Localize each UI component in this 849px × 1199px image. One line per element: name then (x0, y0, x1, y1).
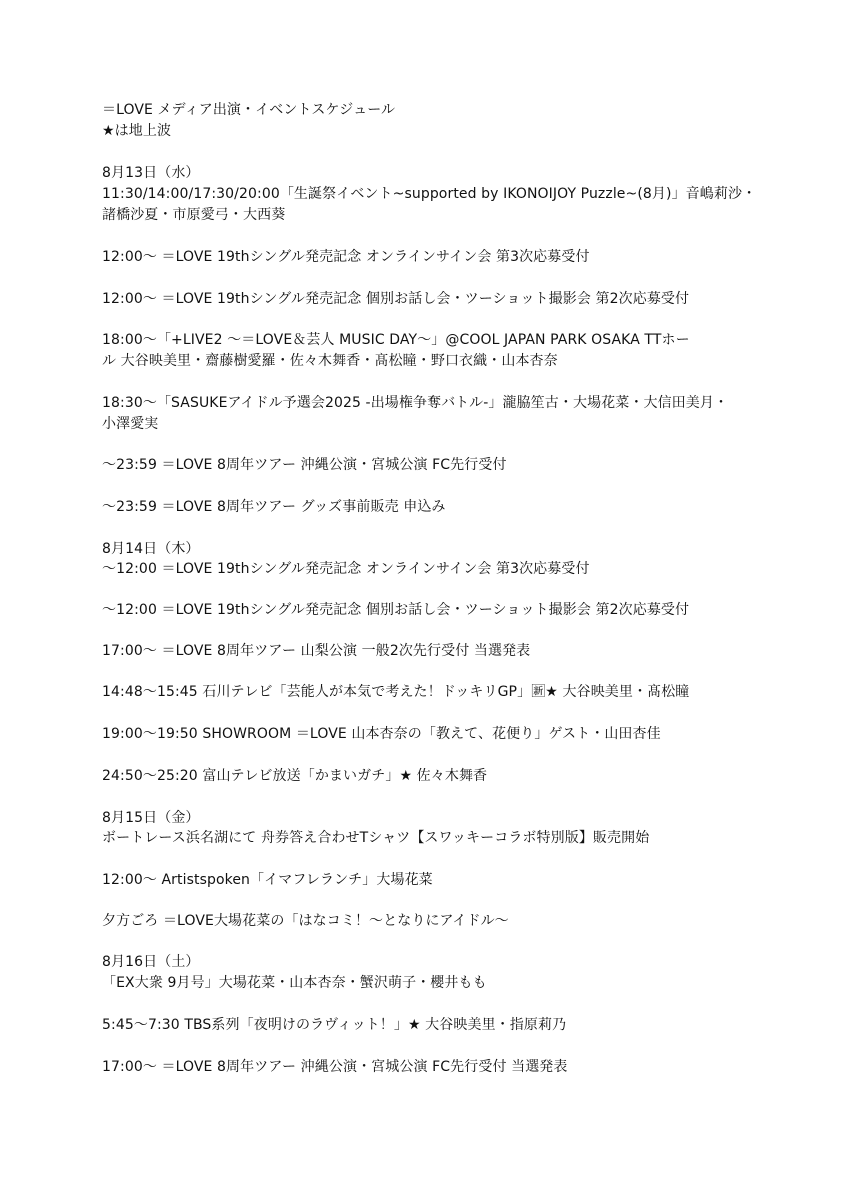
schedule-line: 12:00～ ＝LOVE 19thシングル発売記念 オンラインサイン会 第3次応募受付 (102, 249, 590, 265)
schedule-line: ～12:00 ＝LOVE 19thシングル発売記念 オンラインサイン会 第3次応募受付 (102, 561, 590, 577)
schedule-line-cont: ル 大谷映美里・齋藤樹愛羅・佐々木舞香・髙松瞳・野口衣織・山本杏奈 (102, 353, 558, 369)
schedule-line: ～23:59 ＝LOVE 8周年ツアー グッズ事前販売 申込み (102, 499, 446, 515)
date-heading: 8月16日（土） (102, 954, 200, 970)
schedule-line: 「EX大衆 9月号」大場花菜・山本杏奈・蟹沢萌子・櫻井もも (102, 975, 487, 991)
schedule-line: 19:00～19:50 SHOWROOM ＝LOVE 山本杏奈の「教えて、花便り」ゲスト・山田杏佳 (102, 726, 661, 742)
schedule-line: 18:30～「SASUKEアイドル予選会2025 -出場権争奪バトル-」瀧脇笙古・大場花菜・大信田美月・ (102, 395, 729, 411)
date-heading: 8月15日（金） (102, 810, 200, 826)
schedule-line: ～12:00 ＝LOVE 19thシングル発売記念 個別お話し会・ツーショット撮影会 第2次応募受付 (102, 602, 690, 618)
date-heading: 8月13日（水） (102, 165, 200, 181)
schedule-line-cont: 小澤愛実 (102, 416, 159, 432)
schedule-line: 12:00～ Artistspoken「イマフレランチ」大場花菜 (102, 872, 433, 888)
document-title: ＝LOVE メディア出演・イベントスケジュール (102, 102, 396, 118)
schedule-line: ボートレース浜名湖にて 舟券答え合わせTシャツ【スワッキーコラボ特別版】販売開始 (102, 830, 650, 846)
schedule-line: 17:00～ ＝LOVE 8周年ツアー 沖縄公演・宮城公演 FC先行受付 当選発表 (102, 1059, 568, 1075)
schedule-line: 14:48～15:45 石川テレビ「芸能人が本気で考えた！ドッキリGP」🈟★ 大谷映美里・髙松瞳 (102, 684, 690, 700)
schedule-line: 17:00～ ＝LOVE 8周年ツアー 山梨公演 一般2次先行受付 当選発表 (102, 643, 531, 659)
schedule-line: 夕方ごろ ＝LOVE大場花菜の「はなコミ！～となりにアイドル～ (102, 913, 509, 929)
schedule-line: ～23:59 ＝LOVE 8周年ツアー 沖縄公演・宮城公演 FC先行受付 (102, 457, 507, 473)
schedule-line: 12:00～ ＝LOVE 19thシングル発売記念 個別お話し会・ツーショット撮影会 第2次応募受付 (102, 291, 690, 307)
date-heading: 8月14日（木） (102, 541, 200, 557)
schedule-line: 18:00～「+LIVE2 ～＝LOVE＆芸人 MUSIC DAY～」@COOL JAPAN PARK OSAKA TTホー (102, 332, 690, 348)
schedule-line: 24:50～25:20 富山テレビ放送「かまいガチ」★ 佐々木舞香 (102, 768, 488, 784)
schedule-line: 5:45～7:30 TBS系列「夜明けのラヴィット！」★ 大谷映美里・指原莉乃 (102, 1017, 567, 1033)
schedule-line: 11:30/14:00/17:30/20:00「生誕祭イベント~supported by IKONOIJOY Puzzle~(8月)」音嶋莉沙・ (102, 186, 757, 202)
schedule-line-cont: 諸橋沙夏・市原愛弓・大西葵 (102, 207, 286, 223)
terrestrial-note: ★は地上波 (102, 123, 172, 139)
